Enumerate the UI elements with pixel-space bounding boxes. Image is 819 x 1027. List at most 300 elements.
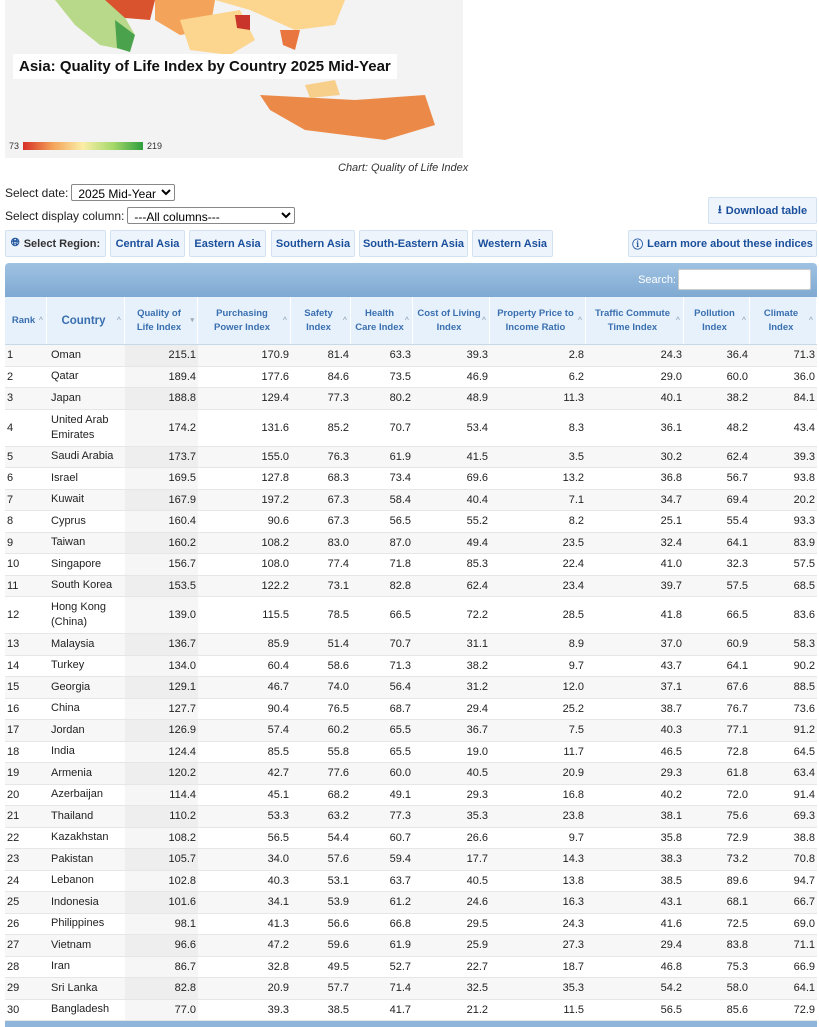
- value-cell: 169.5: [125, 468, 198, 489]
- value-cell: 66.5: [726, 609, 748, 621]
- download-icon: ⭳: [717, 204, 722, 216]
- country-cell: Thailand: [51, 809, 94, 822]
- value-cell: 41.8: [660, 609, 682, 621]
- value-cell: 65.5: [389, 724, 411, 737]
- table-row: [5, 785, 817, 807]
- rank-cell: 1: [7, 349, 14, 362]
- region-central-asia[interactable]: Central Asia: [110, 230, 185, 257]
- value-cell: 82.8: [125, 978, 198, 999]
- value-cell: 83.6: [793, 609, 815, 621]
- value-cell: 124.4: [125, 742, 198, 763]
- value-cell: 72.9: [726, 831, 748, 844]
- value-cell: 13.2: [562, 472, 584, 485]
- value-cell: 40.1: [660, 392, 682, 405]
- value-cell: 87.0: [389, 536, 411, 549]
- rank-cell: 21: [7, 810, 20, 823]
- value-cell: 41.0: [660, 558, 682, 571]
- value-cell: 88.5: [793, 681, 815, 694]
- region-western-asia[interactable]: Western Asia: [472, 230, 553, 257]
- value-cell: 55.2: [466, 515, 488, 528]
- value-cell: 108.2: [125, 828, 198, 849]
- value-cell: 36.4: [726, 349, 748, 362]
- learn-more-label: Learn more about these indices: [647, 237, 813, 250]
- value-cell: 72.9: [793, 1003, 815, 1016]
- table-row: [5, 935, 817, 957]
- legend-gradient: [23, 142, 143, 150]
- value-cell: 68.2: [327, 788, 349, 801]
- country-cell: Indonesia: [51, 895, 99, 908]
- country-cell: Kuwait: [51, 493, 85, 506]
- rank-cell: 10: [7, 558, 20, 571]
- value-cell: 38.2: [726, 392, 748, 405]
- value-cell: 11.3: [563, 392, 584, 405]
- value-cell: 77.3: [327, 392, 349, 405]
- rank-cell: 29: [7, 982, 20, 995]
- value-cell: 70.7: [389, 638, 411, 651]
- value-cell: 41.6: [660, 917, 682, 930]
- table-row: [5, 763, 817, 785]
- date-label: Select date:: [5, 185, 69, 200]
- value-cell: 73.2: [726, 853, 748, 866]
- value-cell: 54.4: [327, 831, 349, 844]
- value-cell: 63.2: [327, 810, 349, 823]
- rank-cell: 25: [7, 896, 20, 909]
- value-cell: 28.5: [562, 609, 584, 621]
- value-cell: 64.1: [726, 659, 748, 672]
- color-legend: [9, 141, 162, 151]
- country-cell: Lebanon: [51, 874, 94, 887]
- value-cell: 65.5: [389, 745, 411, 758]
- value-cell: 9.7: [568, 831, 584, 844]
- table-row: [5, 978, 817, 1000]
- column-header-safety-index[interactable]: Safety Index ^: [291, 297, 351, 344]
- column-header-cost-of-living-index[interactable]: Cost of Living Index ^: [413, 297, 490, 344]
- value-cell: 31.1: [466, 638, 488, 651]
- region-eastern-asia[interactable]: Eastern Asia: [189, 230, 266, 257]
- globe-icon: 🌐︎: [10, 237, 20, 249]
- table-row: [5, 533, 817, 555]
- column-select[interactable]: [127, 207, 295, 224]
- value-cell: 38.5: [660, 874, 682, 887]
- value-cell: 56.6: [327, 917, 349, 930]
- value-cell: 84.6: [327, 370, 349, 383]
- map-region: [235, 15, 250, 30]
- table-row: [5, 699, 817, 721]
- quality-of-life-map[interactable]: [5, 0, 463, 158]
- value-cell: 19.0: [466, 745, 488, 758]
- country-cell: Philippines: [51, 917, 105, 930]
- value-cell: 46.8: [660, 960, 682, 973]
- table-row: [5, 892, 817, 914]
- value-cell: 13.8: [562, 874, 584, 887]
- value-cell: 70.8: [793, 853, 815, 866]
- value-cell: 41.5: [466, 450, 488, 463]
- rank-cell: 16: [7, 702, 20, 715]
- value-cell: 37.0: [660, 638, 682, 651]
- value-cell: 58.3: [793, 638, 815, 651]
- value-cell: 127.7: [125, 699, 198, 720]
- value-cell: 155.0: [261, 450, 289, 463]
- value-cell: 64.5: [793, 745, 815, 758]
- value-cell: 174.2: [125, 410, 198, 446]
- value-cell: 42.7: [267, 767, 289, 780]
- value-cell: 58.6: [327, 659, 349, 672]
- date-select[interactable]: [71, 184, 175, 201]
- rank-cell: 15: [7, 681, 20, 694]
- value-cell: 68.3: [327, 472, 349, 485]
- value-cell: 71.1: [793, 939, 815, 952]
- value-cell: 30.2: [660, 450, 682, 463]
- value-cell: 53.1: [327, 874, 349, 887]
- rank-cell: 20: [7, 788, 20, 801]
- table-row: [5, 410, 817, 447]
- table-row: [5, 345, 817, 367]
- value-cell: 60.4: [267, 659, 289, 672]
- value-cell: 156.7: [125, 554, 198, 575]
- value-cell: 177.6: [261, 370, 289, 383]
- value-cell: 75.6: [726, 810, 748, 823]
- value-cell: 29.4: [466, 702, 488, 715]
- value-cell: 102.8: [125, 871, 198, 892]
- value-cell: 55.8: [327, 745, 349, 758]
- table-row: [5, 1000, 817, 1022]
- table-row: [5, 849, 817, 871]
- table-body: [5, 345, 817, 1021]
- value-cell: 58.4: [389, 493, 411, 506]
- value-cell: 40.5: [466, 767, 488, 780]
- value-cell: 45.1: [267, 788, 289, 801]
- value-cell: 35.8: [660, 831, 682, 844]
- value-cell: 77.3: [389, 810, 411, 823]
- country-cell: Israel: [51, 471, 78, 484]
- column-header-country[interactable]: Country ^: [47, 297, 125, 344]
- value-cell: 48.2: [726, 421, 748, 434]
- value-cell: 63.3: [389, 349, 411, 362]
- table-row: [5, 511, 817, 533]
- value-cell: 57.4: [267, 724, 289, 737]
- value-cell: 58.0: [726, 982, 748, 995]
- download-label: Download table: [725, 204, 808, 217]
- column-selector: [5, 207, 295, 224]
- value-cell: 51.4: [327, 638, 349, 651]
- value-cell: 12.0: [562, 681, 584, 694]
- value-cell: 77.6: [327, 767, 349, 780]
- value-cell: 43.1: [660, 896, 682, 909]
- value-cell: 67.3: [327, 515, 349, 528]
- table-row: [5, 388, 817, 410]
- value-cell: 114.4: [125, 785, 198, 806]
- rank-cell: 23: [7, 853, 20, 866]
- value-cell: 24.3: [562, 917, 584, 930]
- value-cell: 7.5: [568, 724, 584, 737]
- value-cell: 94.7: [793, 874, 815, 887]
- country-cell: Vietnam: [51, 938, 92, 951]
- value-cell: 160.4: [125, 511, 198, 532]
- column-header-pollution-index[interactable]: Pollution Index ^: [684, 297, 750, 344]
- value-cell: 56.4: [389, 681, 411, 694]
- value-cell: 64.1: [793, 982, 815, 995]
- table-toolbar: [5, 263, 817, 297]
- rank-cell: 7: [7, 493, 14, 506]
- map-shapes: [5, 0, 463, 158]
- value-cell: 34.7: [660, 493, 682, 506]
- region-label-text: Select Region:: [23, 237, 101, 250]
- value-cell: 20.2: [793, 493, 815, 506]
- value-cell: 77.4: [327, 558, 349, 571]
- value-cell: 80.2: [389, 392, 411, 405]
- value-cell: 189.4: [125, 367, 198, 388]
- value-cell: 35.3: [562, 982, 584, 995]
- value-cell: 35.3: [466, 810, 488, 823]
- rank-cell: 2: [7, 370, 14, 383]
- value-cell: 29.0: [660, 370, 682, 383]
- country-cell: China: [51, 702, 80, 715]
- country-cell: United Arab Emirates: [51, 413, 109, 441]
- country-cell: South Korea: [51, 579, 113, 592]
- value-cell: 32.5: [466, 982, 488, 995]
- value-cell: 139.0: [125, 597, 198, 633]
- value-cell: 53.3: [267, 810, 289, 823]
- table-header: [5, 297, 817, 345]
- country-cell: Singapore: [51, 557, 102, 570]
- value-cell: 29.3: [466, 788, 488, 801]
- value-cell: 24.6: [466, 896, 488, 909]
- value-cell: 76.7: [726, 702, 748, 715]
- value-cell: 11.5: [563, 1003, 584, 1016]
- value-cell: 23.8: [562, 810, 584, 823]
- learn-more-button[interactable]: [628, 230, 817, 257]
- country-cell: Japan: [51, 391, 81, 404]
- value-cell: 73.5: [389, 370, 411, 383]
- value-cell: 60.2: [327, 724, 349, 737]
- value-cell: 75.3: [726, 960, 748, 973]
- value-cell: 62.4: [466, 579, 488, 592]
- rank-cell: 12: [7, 609, 20, 621]
- value-cell: 60.9: [726, 638, 748, 651]
- value-cell: 85.2: [327, 421, 349, 434]
- map-region: [280, 30, 300, 50]
- value-cell: 70.7: [389, 421, 411, 434]
- value-cell: 91.4: [793, 788, 815, 801]
- column-header-health-care-index[interactable]: Health Care Index ^: [351, 297, 413, 344]
- value-cell: 14.3: [562, 853, 584, 866]
- country-cell: Georgia: [51, 680, 91, 693]
- rank-cell: 8: [7, 515, 14, 528]
- value-cell: 61.8: [726, 767, 748, 780]
- value-cell: 98.1: [125, 914, 198, 935]
- value-cell: 36.0: [793, 370, 815, 383]
- value-cell: 129.4: [261, 392, 289, 405]
- country-cell: Malaysia: [51, 637, 95, 650]
- table-search: [638, 269, 811, 290]
- download-table-button[interactable]: [708, 197, 817, 224]
- value-cell: 21.2: [466, 1003, 488, 1016]
- table-row: [5, 914, 817, 936]
- column-label: Select display column:: [5, 208, 125, 223]
- country-cell: Hong Kong (China): [51, 601, 107, 628]
- country-cell: Kazakhstan: [51, 831, 109, 844]
- value-cell: 41.7: [389, 1003, 411, 1016]
- value-cell: 23.4: [562, 579, 584, 592]
- table-row: [5, 468, 817, 490]
- column-header-purchasing-power-index[interactable]: Purchasing Power Index ^: [198, 297, 291, 344]
- value-cell: 126.9: [125, 720, 198, 741]
- country-cell: Sri Lanka: [51, 981, 98, 994]
- rank-cell: 3: [7, 392, 14, 405]
- value-cell: 67.6: [726, 681, 748, 694]
- region-southern-asia[interactable]: Southern Asia: [271, 230, 355, 257]
- value-cell: 25.9: [466, 939, 488, 952]
- column-header-property-price-to-income-ratio[interactable]: Property Price to Income Ratio ^: [490, 297, 586, 344]
- value-cell: 160.2: [125, 533, 198, 554]
- value-cell: 57.5: [793, 558, 815, 571]
- value-cell: 93.3: [793, 515, 815, 528]
- value-cell: 76.5: [327, 702, 349, 715]
- quality-of-life-table: [5, 263, 817, 1027]
- value-cell: 89.6: [726, 874, 748, 887]
- value-cell: 61.9: [389, 939, 411, 952]
- value-cell: 48.9: [466, 392, 488, 405]
- value-cell: 72.0: [726, 788, 748, 801]
- value-cell: 72.8: [726, 745, 748, 758]
- country-cell: Cyprus: [51, 514, 86, 527]
- value-cell: 63.7: [389, 874, 411, 887]
- value-cell: 63.4: [793, 767, 815, 780]
- value-cell: 96.6: [125, 935, 198, 956]
- value-cell: 129.1: [125, 677, 198, 698]
- value-cell: 59.6: [327, 939, 349, 952]
- value-cell: 20.9: [562, 767, 584, 780]
- value-cell: 32.8: [267, 960, 289, 973]
- search-input[interactable]: [678, 269, 811, 290]
- table-row: [5, 720, 817, 742]
- value-cell: 36.7: [466, 724, 488, 737]
- value-cell: 40.3: [267, 874, 289, 887]
- value-cell: 60.7: [389, 831, 411, 844]
- rank-cell: 17: [7, 724, 20, 737]
- value-cell: 78.5: [327, 609, 349, 621]
- value-cell: 71.3: [389, 659, 411, 672]
- table-row: [5, 677, 817, 699]
- table-row: [5, 447, 817, 469]
- legend-max: 219: [147, 141, 163, 151]
- value-cell: 38.1: [660, 810, 682, 823]
- map-region: [305, 80, 340, 98]
- value-cell: 39.3: [793, 450, 815, 463]
- value-cell: 54.2: [660, 982, 682, 995]
- value-cell: 62.4: [726, 450, 748, 463]
- value-cell: 83.9: [793, 536, 815, 549]
- value-cell: 49.5: [327, 960, 349, 973]
- value-cell: 52.7: [389, 960, 411, 973]
- region-south-eastern-asia[interactable]: South-Eastern Asia: [359, 230, 468, 257]
- value-cell: 31.2: [466, 681, 488, 694]
- rank-cell: 14: [7, 659, 20, 672]
- column-header-rank[interactable]: Rank ^: [5, 297, 47, 344]
- value-cell: 66.7: [793, 896, 815, 909]
- rank-cell: 28: [7, 960, 20, 973]
- country-cell: Pakistan: [51, 852, 94, 865]
- value-cell: 85.9: [267, 638, 289, 651]
- value-cell: 43.7: [660, 659, 682, 672]
- column-header-climate-index[interactable]: Climate Index ^: [750, 297, 817, 344]
- value-cell: 56.5: [389, 515, 411, 528]
- country-cell: Iran: [51, 960, 70, 973]
- value-cell: 197.2: [261, 493, 289, 506]
- value-cell: 9.7: [568, 659, 584, 672]
- value-cell: 34.0: [267, 853, 289, 866]
- value-cell: 26.6: [466, 831, 488, 844]
- value-cell: 49.4: [466, 536, 488, 549]
- value-cell: 60.0: [726, 370, 748, 383]
- value-cell: 27.3: [562, 939, 584, 952]
- value-cell: 38.2: [466, 659, 488, 672]
- map-region: [260, 95, 435, 140]
- country-cell: Saudi Arabia: [51, 450, 114, 463]
- value-cell: 39.7: [660, 579, 682, 592]
- value-cell: 16.8: [562, 788, 584, 801]
- value-cell: 25.1: [660, 515, 682, 528]
- country-cell: Jordan: [51, 723, 85, 736]
- value-cell: 3.5: [568, 450, 584, 463]
- value-cell: 7.1: [568, 493, 584, 506]
- value-cell: 108.2: [261, 536, 289, 549]
- country-cell: Oman: [51, 348, 81, 361]
- column-header-quality-of-life-index[interactable]: Quality of Life Index ▾: [125, 297, 198, 344]
- value-cell: 60.0: [389, 767, 411, 780]
- value-cell: 68.7: [389, 702, 411, 715]
- value-cell: 24.3: [660, 349, 682, 362]
- value-cell: 39.3: [466, 349, 488, 362]
- value-cell: 22.7: [466, 960, 488, 973]
- legend-min: 73: [9, 141, 20, 151]
- value-cell: 173.7: [125, 447, 198, 468]
- value-cell: 69.0: [793, 917, 815, 930]
- value-cell: 29.3: [660, 767, 682, 780]
- value-cell: 11.7: [563, 745, 584, 758]
- column-header-traffic-commute-time-index[interactable]: Traffic Commute Time Index ^: [586, 297, 684, 344]
- value-cell: 93.8: [793, 472, 815, 485]
- value-cell: 66.5: [389, 609, 411, 621]
- value-cell: 110.2: [125, 806, 198, 827]
- table-row: [5, 828, 817, 850]
- value-cell: 72.5: [726, 917, 748, 930]
- country-cell: Turkey: [51, 659, 85, 672]
- value-cell: 61.9: [389, 450, 411, 463]
- value-cell: 36.1: [660, 421, 682, 434]
- select-region-label: [5, 230, 106, 257]
- value-cell: 85.3: [466, 558, 488, 571]
- value-cell: 46.5: [660, 745, 682, 758]
- value-cell: 59.4: [389, 853, 411, 866]
- value-cell: 38.3: [660, 853, 682, 866]
- value-cell: 46.9: [466, 370, 488, 383]
- value-cell: 53.4: [466, 421, 488, 434]
- value-cell: 167.9: [125, 490, 198, 511]
- value-cell: 66.9: [793, 960, 815, 973]
- table-row: [5, 597, 817, 634]
- value-cell: 90.6: [267, 515, 289, 528]
- value-cell: 68.1: [726, 896, 748, 909]
- value-cell: 40.5: [466, 874, 488, 887]
- country-cell: Taiwan: [51, 536, 86, 549]
- value-cell: 77.1: [726, 724, 748, 737]
- value-cell: 85.6: [726, 1003, 748, 1016]
- value-cell: 57.5: [726, 579, 748, 592]
- rank-cell: 11: [7, 579, 19, 592]
- value-cell: 8.3: [568, 421, 584, 434]
- value-cell: 66.8: [389, 917, 411, 930]
